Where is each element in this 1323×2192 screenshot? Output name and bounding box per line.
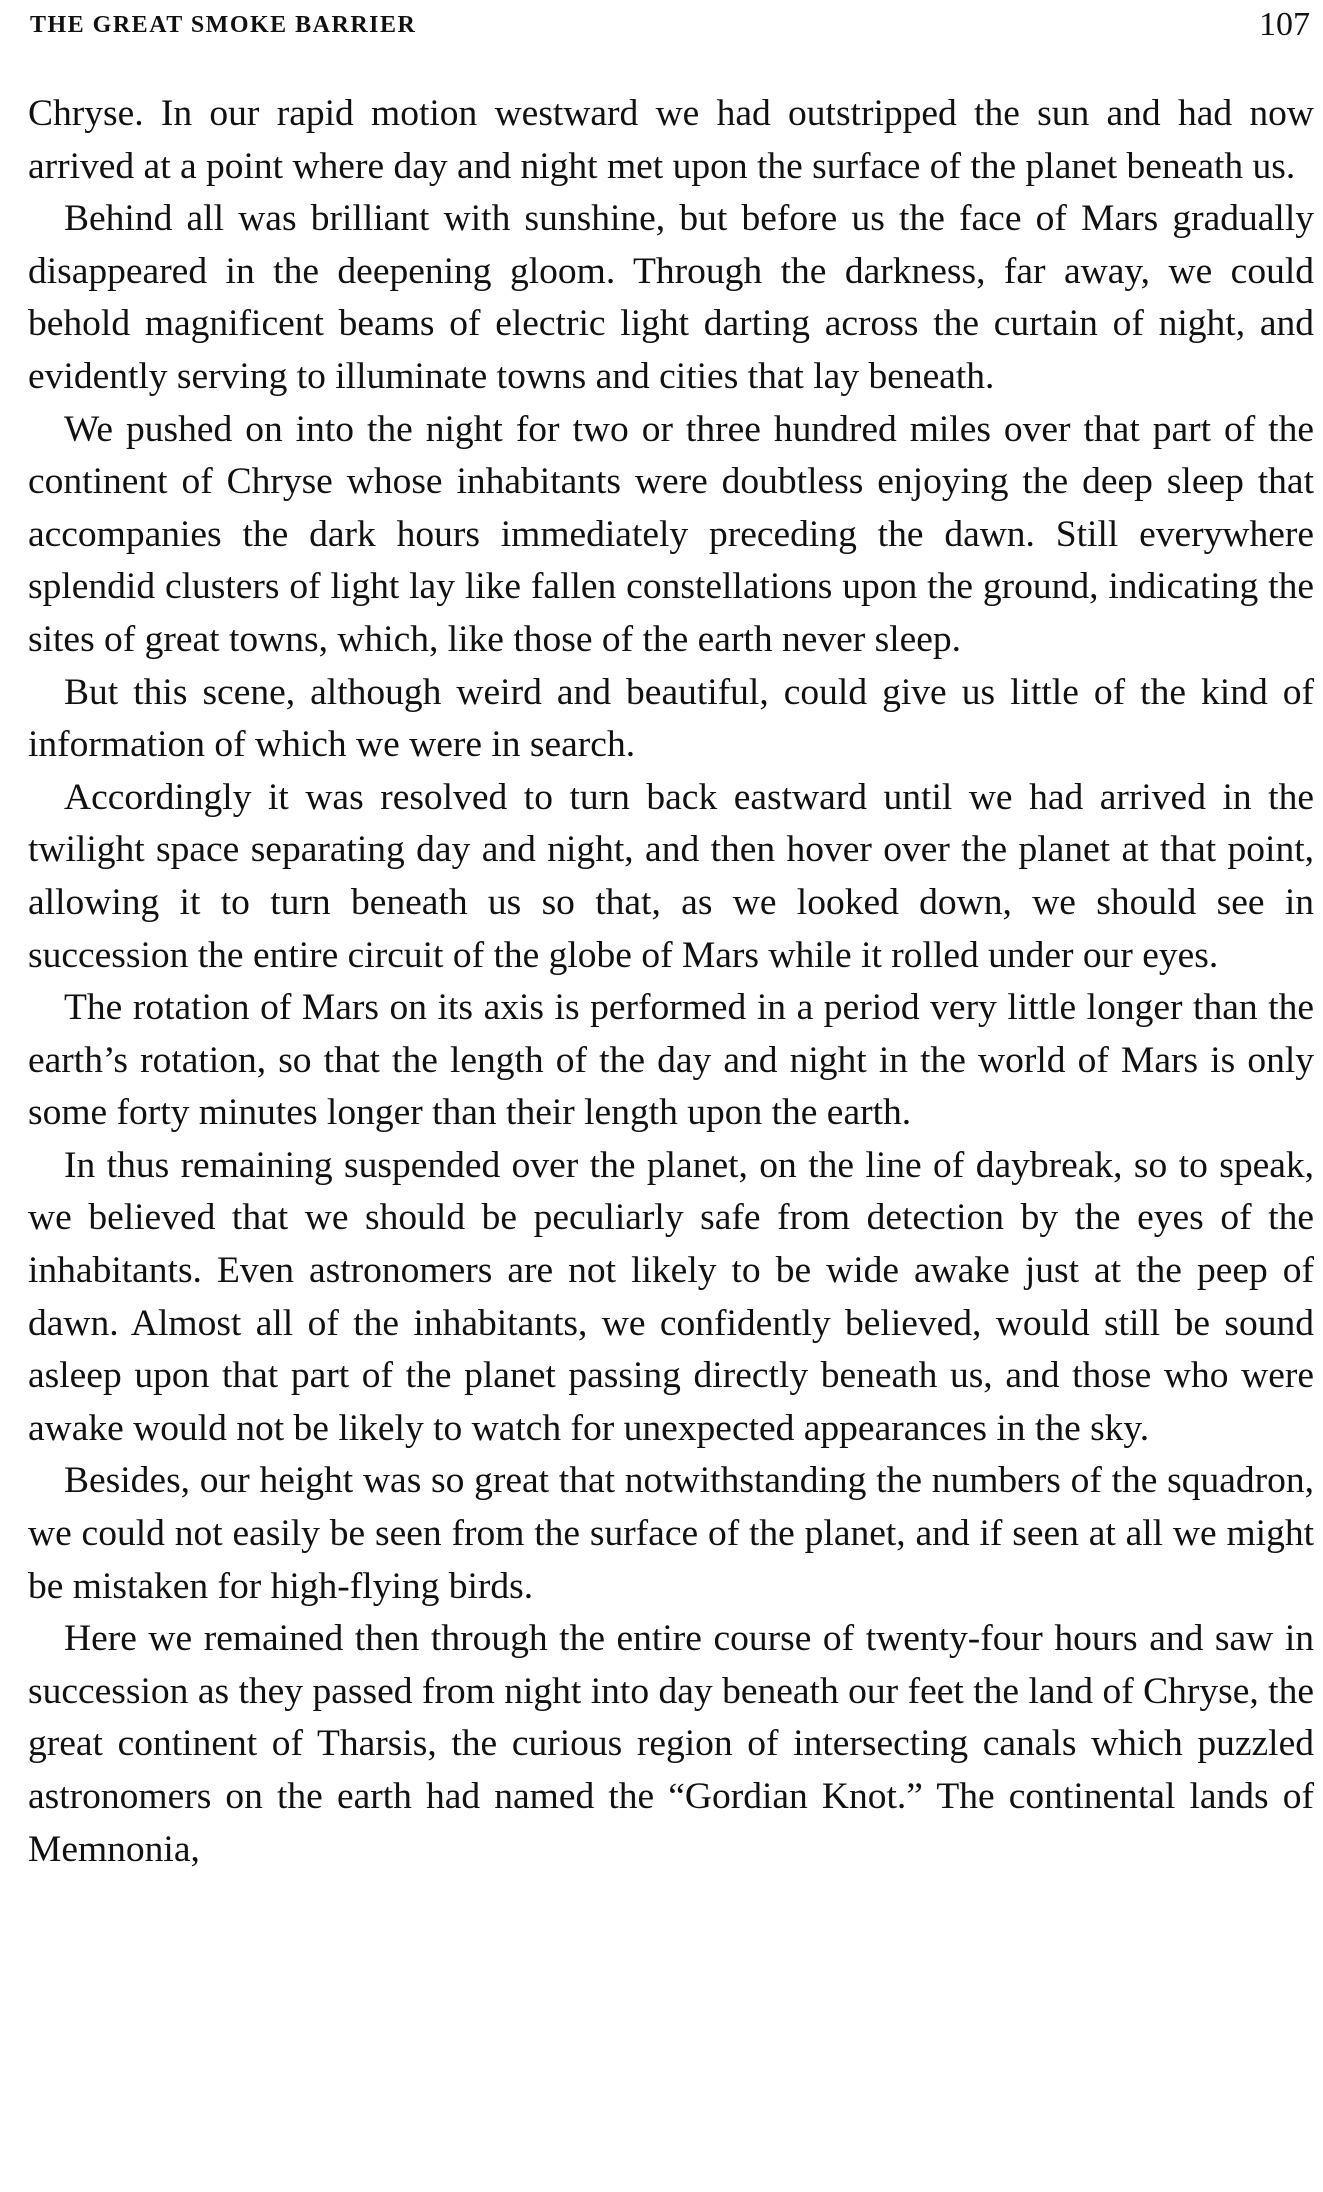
body-text — [28, 88, 1314, 1876]
running-head — [24, 0, 1314, 50]
running-head-title: THE GREAT SMOKE BARRIER — [30, 12, 417, 38]
page-number: 107 — [1259, 6, 1310, 43]
book-page — [24, 0, 1314, 2192]
paragraph-6: The rotation of Mars on its axis is performed in a period very little longer than the earth’s rotation, so that the length of the day and night in the world of Mars is only some forty minutes longer than their length upon the earth. — [28, 987, 1314, 1134]
paragraph-5: Accordingly it was resolved to turn back eastward until we had arrived in the twilight space separating day and night, and then hover over the planet at that point, allowing it to turn beneath us so that, as we looked down, we should see in succession the entire circuit of the globe of Mars while it rolled under our eyes. — [28, 776, 1314, 976]
paragraph-4: But this scene, although weird and beautiful, could give us little of the kind of information of which we were in search. — [28, 671, 1314, 766]
paragraph-8: Besides, our height was so great that notwithstanding the numbers of the squadron, we could not easily be seen from the surface of the planet, and if seen at all we might be mistaken for high-flying birds. — [28, 1460, 1314, 1607]
paragraph-9: Here we remained then through the entire course of twenty-four hours and saw in succession as they passed from night into day beneath our feet the land of Chryse, the great continent of Tharsis, the curious region of intersecting canals which puzzled astronomers on the earth had named the “Gordian Knot.” The continental lands of Memnonia, — [28, 1618, 1314, 1870]
paragraph-2: Behind all was brilliant with sunshine, but before us the face of Mars gradually disappeared in the deepening gloom. Through the darkness, far away, we could behold magnificent beams of electric light darting across the curtain of night, and evidently serving to illuminate towns and cities that lay beneath. — [28, 198, 1314, 397]
paragraph-7: In thus remaining suspended over the planet, on the line of daybreak, so to speak, we believed that we should be peculiarly safe from detection by the eyes of the inhabitants. Even astronomers are not likely to be wide awake just at the peep of dawn. Almost all of the inhabitants, we confidently believed, would still be sound asleep upon that part of the planet passing directly beneath us, and those who were awake would not be likely to watch for unexpected appearances in the sky. — [28, 1144, 1314, 1449]
paragraph-1: Chryse. In our rapid motion westward we had outstripped the sun and had now arrived at a point where day and night met upon the surface of the planet beneath us. — [28, 93, 1314, 187]
paragraph-3: We pushed on into the night for two or three hundred miles over that part of the continent of Chryse whose inhabitants were doubtless enjoying the deep sleep that accompanies the dark hours immediately preceding the dawn. Still everywhere splendid clusters of light lay like fallen constellations upon the ground, indicating the sites of great towns, which, like those of the earth never sleep. — [28, 408, 1314, 660]
